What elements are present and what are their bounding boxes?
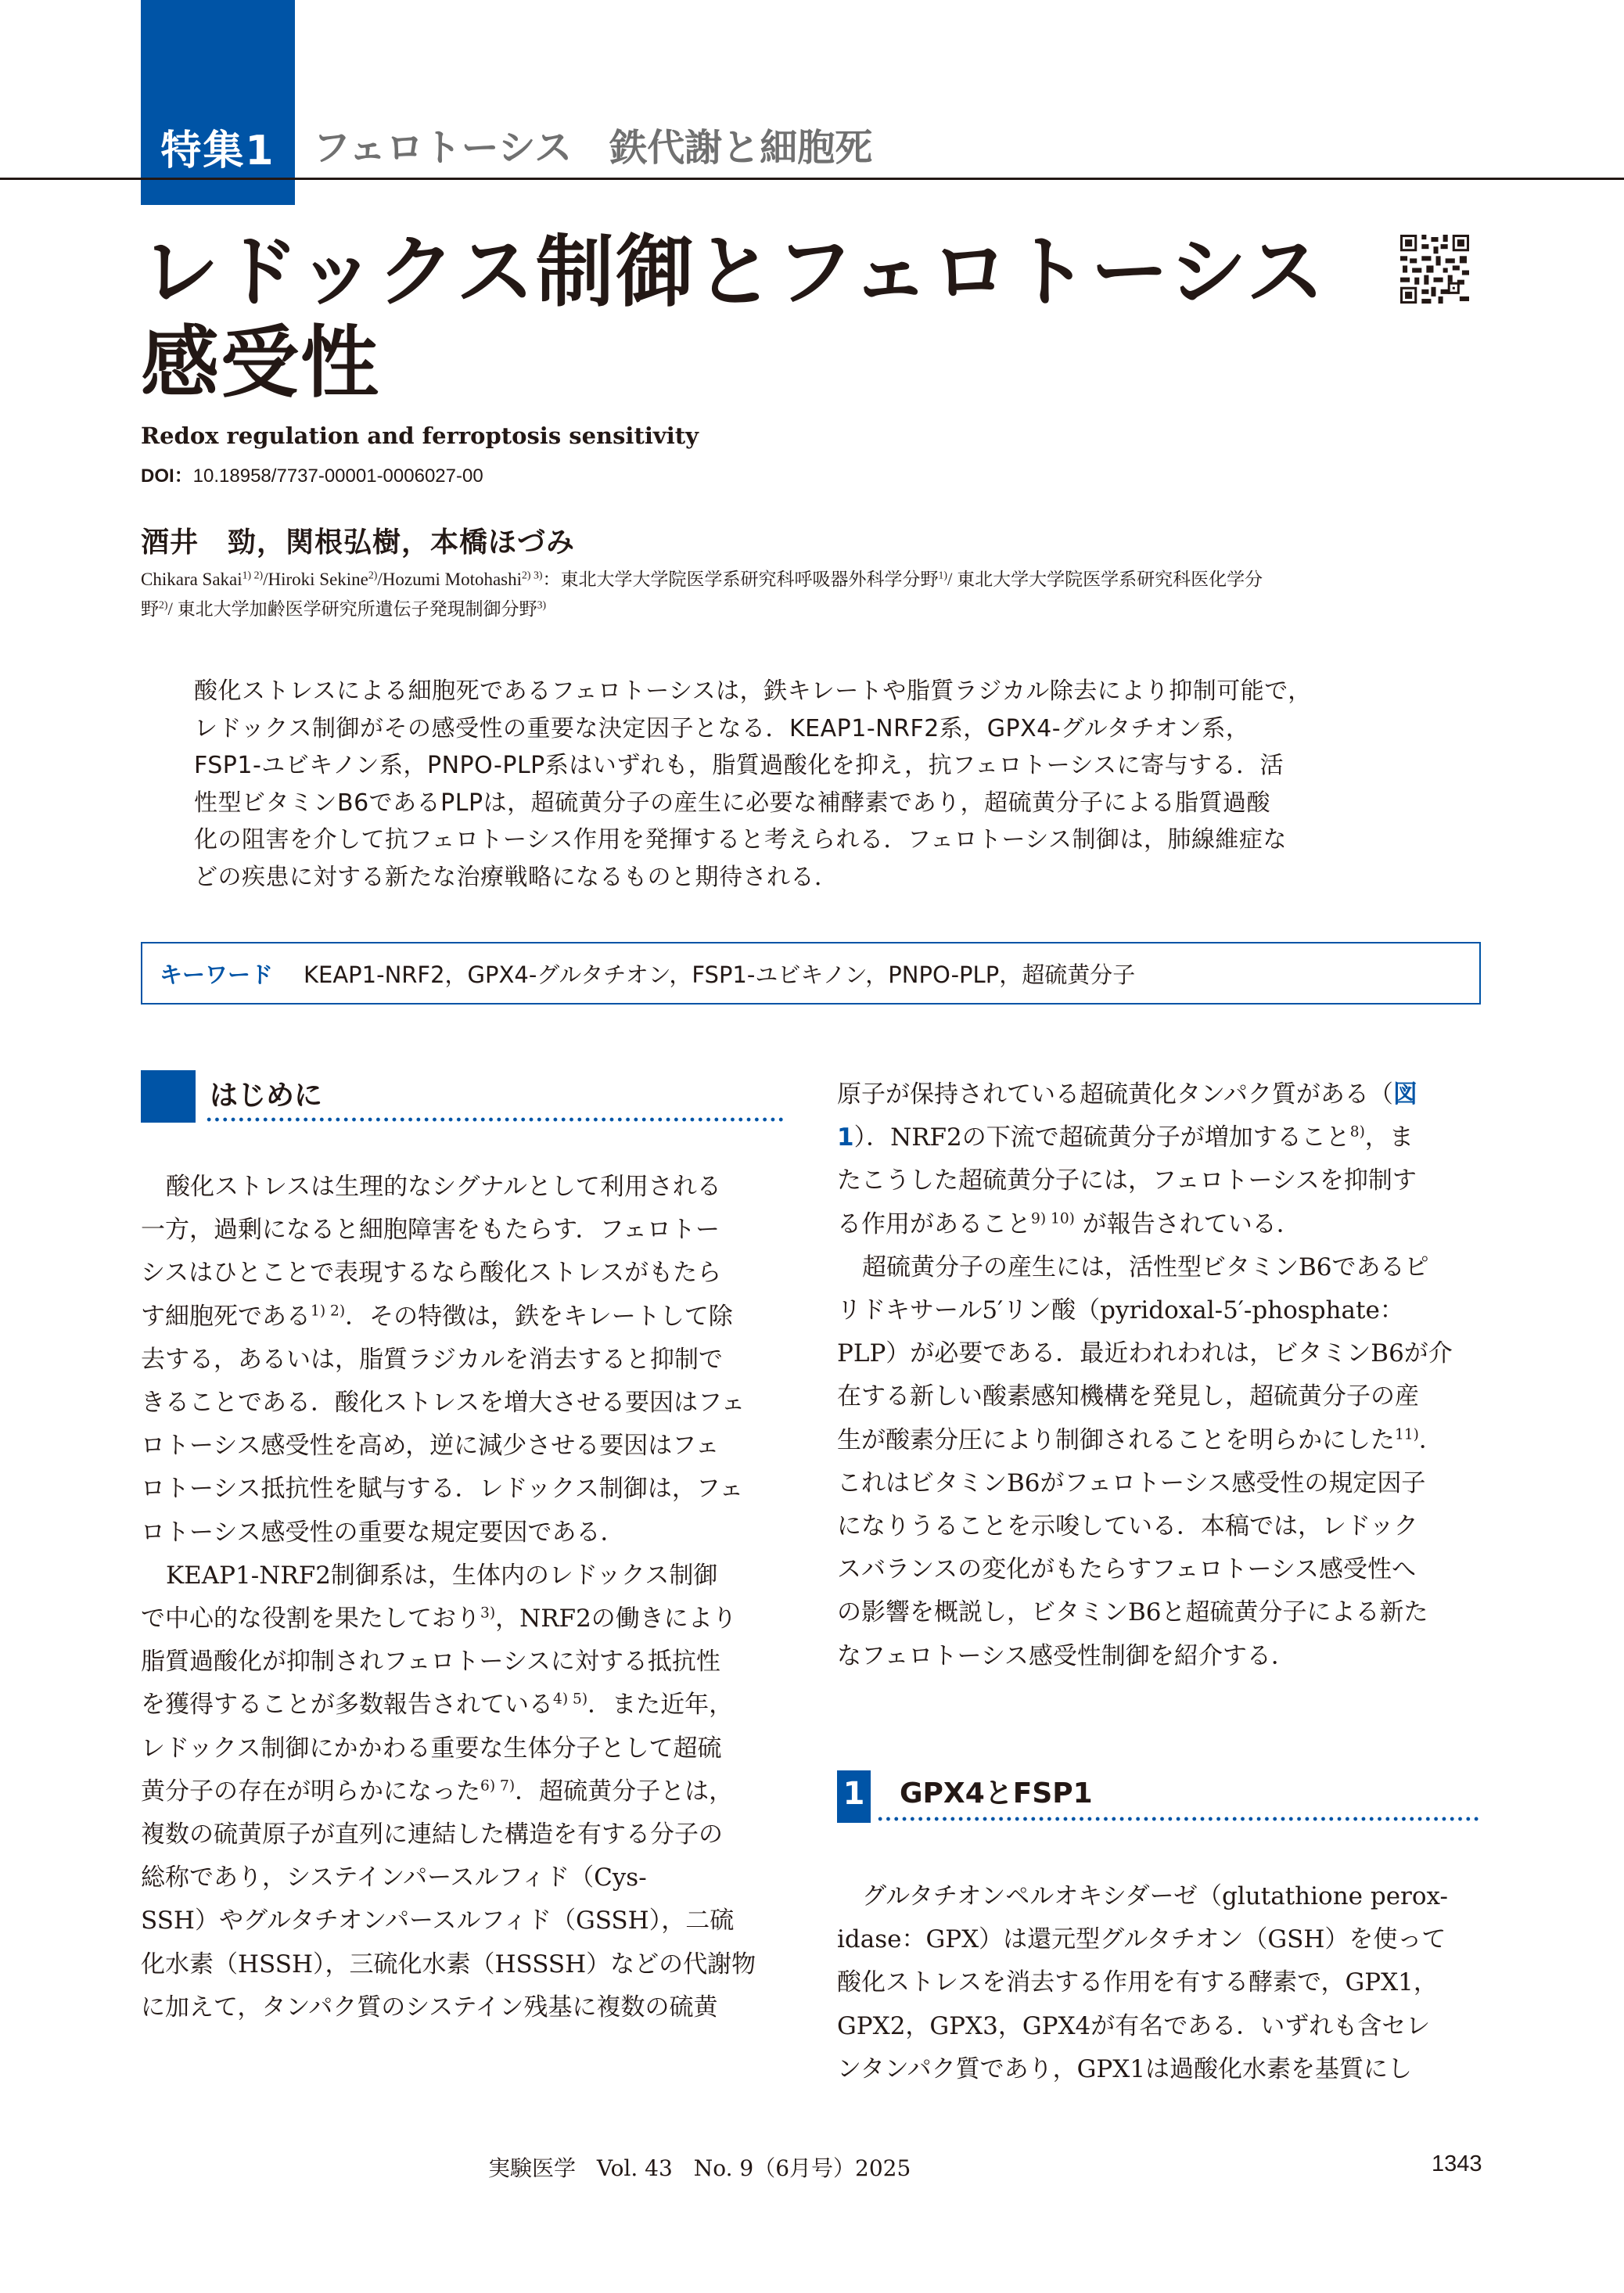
body-text: 複数の硫黄原子が直列に連結した構造を有する分子の	[141, 1820, 723, 1849]
body-text: リドキサール5′リン酸（pyridoxal-5′-phosphate：	[837, 1296, 1404, 1325]
citation-reference[interactable]: 6) 7)	[480, 1777, 516, 1795]
article-title	[141, 227, 1361, 408]
body-line	[141, 1598, 786, 1641]
body-line	[837, 1548, 1482, 1591]
body-text: 去する，あるいは，脂質ラジカルを消去すると抑制で	[141, 1345, 723, 1374]
author-2: /Hiroki Sekine	[263, 570, 368, 589]
header-rule	[0, 178, 1624, 180]
section-title-intro: はじめに	[210, 1080, 323, 1112]
author-3: /Hozumi Motohashi	[377, 570, 523, 589]
body-line	[837, 1159, 1482, 1202]
author-1-sup: 1) 2)	[242, 569, 264, 581]
body-line	[141, 1554, 786, 1598]
body-text: 酸化ストレスは生理的なシグナルとして利用される	[166, 1173, 721, 1201]
body-line	[141, 1770, 786, 1813]
body-line	[837, 1246, 1482, 1289]
body-text: SSH）やグルタチオンパースルフィド（GSSH），二硫	[141, 1907, 735, 1935]
doi-value[interactable]: 10.18958/7737-00001-0006027-00	[192, 465, 483, 487]
body-line	[141, 1382, 786, 1425]
section-marker	[141, 1070, 196, 1123]
affiliation-1-sup: 1)	[938, 569, 947, 581]
body-line	[141, 1727, 786, 1770]
abstract-line: どの疾患に対する新たな治療戦略になるものと期待される．	[194, 863, 839, 891]
journal-issue: No. 9（6月号）2025	[693, 2155, 911, 2181]
body-line	[141, 1856, 786, 1899]
affiliation-3: / 東北大学加齢医学研究所遺伝子発現制御分野	[167, 599, 537, 619]
body-line	[837, 1505, 1482, 1548]
qr-code-icon[interactable]	[1400, 235, 1469, 304]
section-number: 1	[843, 1776, 865, 1812]
citation-reference[interactable]: 4) 5)	[553, 1691, 588, 1709]
body-text: 黄分子の存在が明らかになった	[141, 1777, 480, 1806]
body-text: になりうることを示唆している．本稿では，レドック	[837, 1512, 1418, 1541]
body-text: ，NRF2の働きにより	[495, 1605, 737, 1633]
body-text: GPX2，GPX3，GPX4が有名である．いずれも含セレ	[837, 2011, 1431, 2040]
doi[interactable]	[141, 460, 483, 487]
body-text: idase：GPX）は還元型グルタチオン（GSH）を使って	[837, 1925, 1446, 1954]
affiliation-2-cont: 野	[141, 599, 159, 619]
body-text: が報告されている．	[1074, 1209, 1301, 1238]
series-title: フェロトーシス 鉄代謝と細胞死	[313, 126, 873, 170]
body-line	[141, 1899, 786, 1943]
body-line	[141, 1684, 786, 1727]
body-text: ロトーシス感受性の重要な規定要因である．	[141, 1518, 625, 1547]
body-text: なフェロトーシス感受性制御を紹介する．	[837, 1641, 1295, 1670]
body-line	[141, 1511, 786, 1554]
keywords-label: キーワード	[160, 961, 274, 988]
body-text: の影響を概説し，ビタミンB6と超硫黄分子による新た	[837, 1598, 1428, 1627]
feature-tab-label: 特集1	[160, 128, 275, 174]
body-line	[837, 1375, 1482, 1418]
section-dotted-rule	[876, 1817, 1478, 1821]
body-text: 在する新しい酸素感知機構を発見し，超硫黄分子の産	[837, 1382, 1419, 1411]
body-line	[837, 1918, 1482, 1961]
body-text: ンタンパク質であり，GPX1は過酸化水素を基質にし	[837, 2054, 1413, 2083]
body-text: ，ま	[1364, 1123, 1414, 1152]
body-text: ロトーシス感受性を高め，逆に減少させる要因はフェ	[141, 1432, 720, 1461]
abstract-line: 性型ビタミンB6であるPLPは，超硫黄分子の産生に必要な補酵素であり，超硫黄分子による脂質過酸	[194, 789, 1271, 817]
citation-reference[interactable]: 9) 10)	[1031, 1210, 1075, 1227]
body-text: す細胞死である	[141, 1302, 311, 1331]
body-text: を獲得することが多数報告されている	[141, 1691, 553, 1720]
body-text: きることである．酸化ストレスを増大させる要因はフェ	[141, 1389, 746, 1418]
body-line	[837, 1419, 1482, 1462]
body-line	[141, 1943, 786, 1986]
journal-name: 実験医学	[488, 2155, 577, 2181]
affiliation-2: / 東北大学大学院医学系研究科医化学分	[947, 570, 1263, 589]
body-line	[141, 1296, 786, 1339]
body-line	[837, 2005, 1482, 2048]
body-text: 原子が保持されている超硫黄化タンパク質がある（	[837, 1080, 1393, 1109]
citation-reference[interactable]: 11)	[1395, 1426, 1419, 1443]
body-text: ．	[1418, 1425, 1443, 1454]
body-line	[837, 1289, 1482, 1332]
body-text: PLP）が必要である．最近われわれは，ビタミンB6が介	[837, 1339, 1453, 1368]
body-text: ．また近年，	[587, 1691, 734, 1720]
body-line	[837, 1591, 1482, 1634]
body-text: 超硫黄分子の産生には，活性型ビタミンB6であるピ	[862, 1253, 1429, 1281]
body-text: ．その特徴は，鉄をキレートして除	[345, 1302, 733, 1331]
body-column-right-top	[837, 1073, 1482, 1678]
affiliation-2-sup: 2)	[159, 598, 168, 611]
abstract-line: 化の阻害を介して抗フェロトーシス作用を発揮すると考えられる．フェロトーシス制御は，肺線維症な	[194, 826, 1287, 854]
figure-reference-link[interactable]: 1	[837, 1123, 854, 1152]
body-text: ロトーシス抵抗性を賦与する．レドックス制御は，フェ	[141, 1475, 744, 1504]
body-text: グルタチオンペルオキシダーゼ（glutathione perox-	[862, 1882, 1448, 1910]
body-line	[141, 1425, 786, 1468]
body-line	[141, 1813, 786, 1856]
body-line	[837, 1203, 1482, 1246]
body-line	[141, 1166, 786, 1209]
body-line	[837, 1332, 1482, 1375]
body-column-left	[141, 1166, 786, 2029]
body-line	[141, 1252, 786, 1295]
article-title-line-1: レドックス制御とフェロトーシス	[141, 226, 1326, 318]
body-text: スバランスの変化がもたらすフェロトーシス感受性へ	[837, 1555, 1416, 1584]
body-text: 脂質過酸化が抑制されフェロトーシスに対する抵抗性	[141, 1648, 720, 1677]
body-text: で中心的な役割を果たしており	[141, 1605, 480, 1633]
body-text: ．超硫黄分子とは，	[515, 1777, 734, 1806]
journal-footer	[488, 2151, 925, 2183]
body-text: KEAP1-NRF2制御系は，生体内のレドックス制御	[166, 1561, 718, 1590]
body-line	[141, 1468, 786, 1511]
body-line	[837, 1116, 1482, 1159]
abstract-line: 酸化ストレスによる細胞死であるフェロトーシスは，鉄キレートや脂質ラジカル除去により抑制可能で，	[194, 677, 1312, 705]
body-text: これはビタミンB6がフェロトーシス感受性の規定因子	[837, 1468, 1426, 1497]
body-line	[141, 1986, 786, 2029]
citation-reference[interactable]: 1) 2)	[311, 1303, 346, 1320]
abstract-line: FSP1-ユビキノン系，PNPO-PLP系はいずれも，脂質過酸化を抑え，抗フェロトーシスに寄与する．活	[194, 752, 1284, 779]
body-line	[141, 1339, 786, 1382]
body-line	[837, 1961, 1482, 2004]
page-number: 1343	[1432, 2151, 1482, 2176]
keywords-text: KEAP1-NRF2，GPX4-グルタチオン，FSP1-ユビキノン，PNPO-PLP，超硫黄分子	[304, 961, 1136, 988]
authors-japanese: 酒井 勁，関根弘樹，本橋ほづみ	[141, 527, 576, 559]
author-affiliations	[141, 565, 1486, 624]
body-text: 総称であり，システインパースルフィド（Cys-	[141, 1864, 647, 1892]
section-title-gpx4-fsp1: GPX4とFSP1	[900, 1777, 1093, 1810]
body-text: ）．NRF2の下流で超硫黄分子が増加すること	[853, 1123, 1350, 1152]
figure-reference-link[interactable]: 図	[1392, 1080, 1417, 1109]
body-line	[141, 1641, 786, 1684]
author-2-sup: 2)	[368, 569, 378, 581]
journal-volume: Vol. 43	[596, 2155, 673, 2181]
body-line	[837, 1635, 1482, 1678]
body-text: 化水素（HSSH），三硫化水素（HSSSH）などの代謝物	[141, 1950, 756, 1979]
body-text: 生が酸素分圧により制御されることを明らかにした	[837, 1425, 1395, 1454]
body-text: シスはひとことで表現するなら酸化ストレスがもたら	[141, 1259, 722, 1288]
body-text: る作用があること	[837, 1209, 1031, 1238]
body-column-right-bottom	[837, 1875, 1482, 2091]
body-text: 酸化ストレスを消去する作用を有する酵素で，GPX1，	[837, 1968, 1438, 1997]
body-line	[837, 1462, 1482, 1505]
section-dotted-rule	[205, 1117, 784, 1122]
author-1: Chikara Sakai	[141, 570, 243, 589]
english-title: Redox regulation and ferroptosis sensitivity	[141, 422, 699, 449]
affiliation-3-sup: 3)	[537, 598, 547, 611]
body-line	[141, 1209, 786, 1252]
citation-reference[interactable]: 3)	[480, 1605, 496, 1622]
abstract-line: レドックス制御がその感受性の重要な決定因子となる．KEAP1-NRF2系，GPX4-グルタチオン系，	[194, 714, 1250, 742]
affiliation-1: ：東北大学大学院医学系研究科呼吸器外科学分野	[542, 570, 939, 589]
abstract	[194, 673, 1446, 896]
body-text: たこうした超硫黄分子には，フェロトーシスを抑制す	[837, 1166, 1417, 1195]
author-3-sup: 2) 3)	[522, 569, 543, 581]
body-text: に加えて，タンパク質のシステイン残基に複数の硫黄	[141, 1993, 718, 2022]
body-text: 一方，過剰になると細胞障害をもたらす．フェロトー	[141, 1216, 720, 1245]
body-line	[837, 2048, 1482, 2091]
article-title-line-2: 感受性	[141, 317, 380, 408]
body-line	[837, 1875, 1482, 1918]
body-line	[837, 1073, 1482, 1116]
body-text: レドックス制御にかかわる重要な生体分子として超硫	[141, 1734, 722, 1763]
doi-label: DOI：	[141, 465, 193, 487]
citation-reference[interactable]: 8)	[1349, 1123, 1365, 1141]
